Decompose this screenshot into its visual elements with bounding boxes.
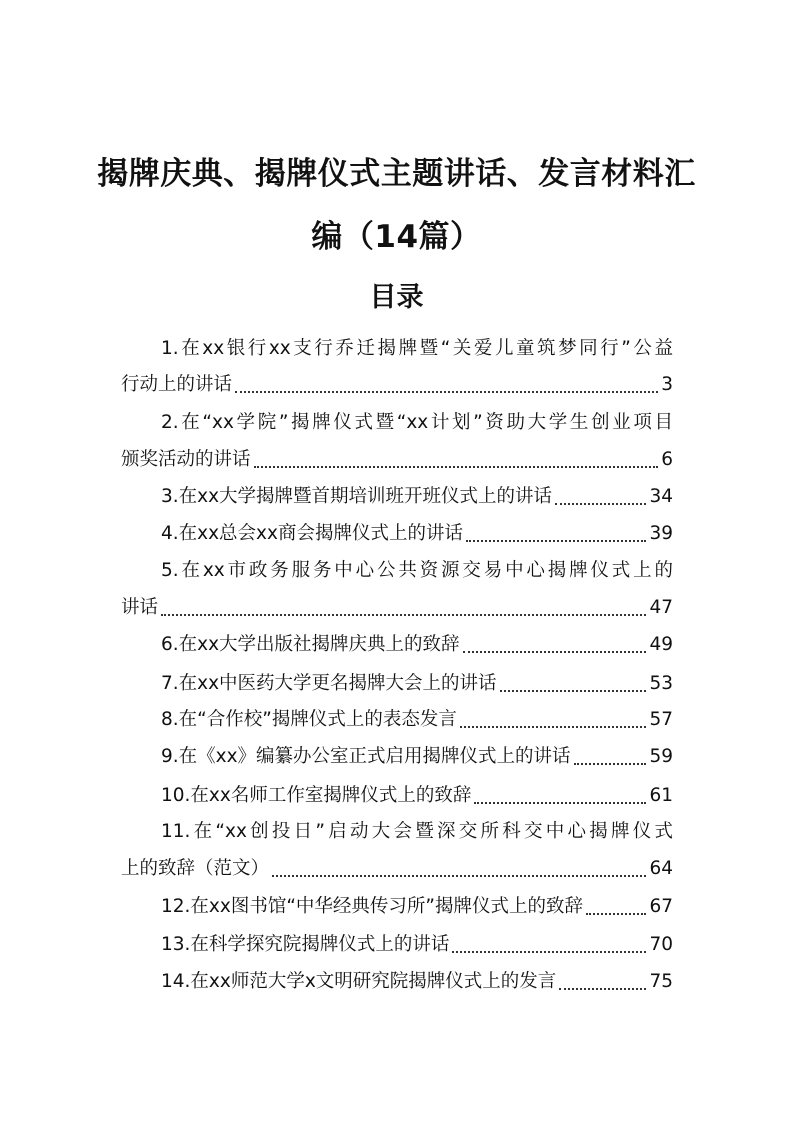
leader-dots	[460, 726, 647, 728]
toc-entry-text: 8.在“合作校”揭牌仪式上的表态发言	[161, 709, 457, 730]
leader-dots	[500, 690, 647, 692]
toc-page-number: 75	[649, 971, 673, 992]
leader-dots	[586, 913, 646, 915]
toc-entry-text: 5.在xx市政务服务中心公共资源交易中心揭牌仪式上的	[161, 560, 673, 581]
toc-page-number: 70	[649, 934, 673, 955]
leader-dots	[574, 763, 647, 765]
leader-dots	[452, 951, 646, 953]
toc-page-number: 64	[649, 858, 673, 879]
toc-entry-text: 6.在xx大学出版社揭牌庆典上的致辞	[161, 634, 460, 655]
leader-dots	[235, 391, 658, 393]
toc-entry-8[interactable]	[161, 707, 673, 733]
toc-entry-text: 1.在xx银行xx支行乔迁揭牌暨“关爱儿童筑梦同行”公益	[161, 338, 673, 359]
toc-entry-9[interactable]	[161, 744, 673, 770]
toc-heading: 目录	[369, 282, 424, 313]
document-title-line-2: 编（14篇）	[311, 219, 482, 255]
document-title-line-1: 揭牌庆典、揭牌仪式主题讲话、发言材料汇	[97, 156, 696, 192]
toc-entry-5-line-2[interactable]	[121, 595, 673, 621]
toc-page-number: 57	[649, 709, 673, 730]
toc-page-number: 34	[649, 486, 673, 507]
toc-entry-2-line-1[interactable]	[161, 410, 673, 436]
leader-dots	[272, 875, 646, 877]
toc-entry-11-line-2[interactable]	[121, 856, 673, 882]
toc-entry-5-line-1[interactable]	[161, 558, 673, 584]
toc-entry-text: 7.在xx中医药大学更名揭牌大会上的讲话	[161, 673, 497, 694]
toc-page-number: 67	[649, 896, 673, 917]
toc-entry-text: 10.在xx名师工作室揭牌仪式上的致辞	[161, 785, 472, 806]
toc-entry-14[interactable]	[161, 969, 673, 995]
toc-entry-4[interactable]	[161, 521, 673, 547]
toc-page-number: 47	[649, 597, 673, 618]
toc-entry-text: 2.在“xx学院”揭牌仪式暨“xx计划”资助大学生创业项目	[161, 412, 673, 433]
toc-entry-text: 4.在xx总会xx商会揭牌仪式上的讲话	[161, 523, 463, 544]
leader-dots	[466, 540, 647, 542]
toc-entry-text: 12.在xx图书馆“中华经典传习所”揭牌仪式上的致辞	[161, 896, 583, 917]
leader-dots	[161, 614, 646, 616]
toc-entry-2-line-2[interactable]	[121, 447, 673, 473]
toc-page-number: 6	[661, 449, 673, 470]
toc-page-number: 3	[661, 374, 673, 395]
toc-entry-10[interactable]	[161, 783, 673, 809]
toc-entry-text: 行动上的讲话	[121, 374, 233, 395]
toc-entry-1-line-2[interactable]	[121, 372, 673, 398]
toc-entry-6[interactable]	[161, 632, 673, 658]
toc-entry-text: 讲话	[121, 597, 159, 618]
toc-entry-text: 11.在“xx创投日”启动大会暨深交所科交中心揭牌仪式	[161, 821, 673, 842]
toc-entry-7[interactable]	[161, 671, 673, 697]
toc-entry-text: 14.在xx师范大学x文明研究院揭牌仪式上的发言	[161, 971, 557, 992]
leader-dots	[555, 503, 646, 505]
toc-entry-text: 13.在科学探究院揭牌仪式上的讲话	[161, 934, 450, 955]
toc-entry-text: 9.在《xx》编纂办公室正式启用揭牌仪式上的讲话	[161, 746, 571, 767]
leader-dots	[559, 988, 646, 990]
toc-page-number: 49	[649, 634, 673, 655]
toc-page-number: 39	[649, 523, 673, 544]
toc-entry-1-line-1[interactable]	[161, 336, 673, 362]
leader-dots	[254, 466, 659, 468]
toc-entry-12[interactable]	[161, 894, 673, 920]
toc-entry-text: 颁奖活动的讲话	[121, 449, 251, 470]
toc-entry-13[interactable]	[161, 932, 673, 958]
leader-dots	[463, 651, 647, 653]
toc-entry-11-line-1[interactable]	[161, 819, 673, 845]
toc-page-number: 61	[649, 785, 673, 806]
toc-entry-3[interactable]	[161, 484, 673, 510]
toc-page-number: 53	[649, 673, 673, 694]
toc-entry-text: 3.在xx大学揭牌暨首期培训班开班仪式上的讲话	[161, 486, 553, 507]
leader-dots	[474, 802, 646, 804]
toc-page-number: 59	[649, 746, 673, 767]
toc-entry-text: 上的致辞（范文）	[121, 858, 270, 879]
